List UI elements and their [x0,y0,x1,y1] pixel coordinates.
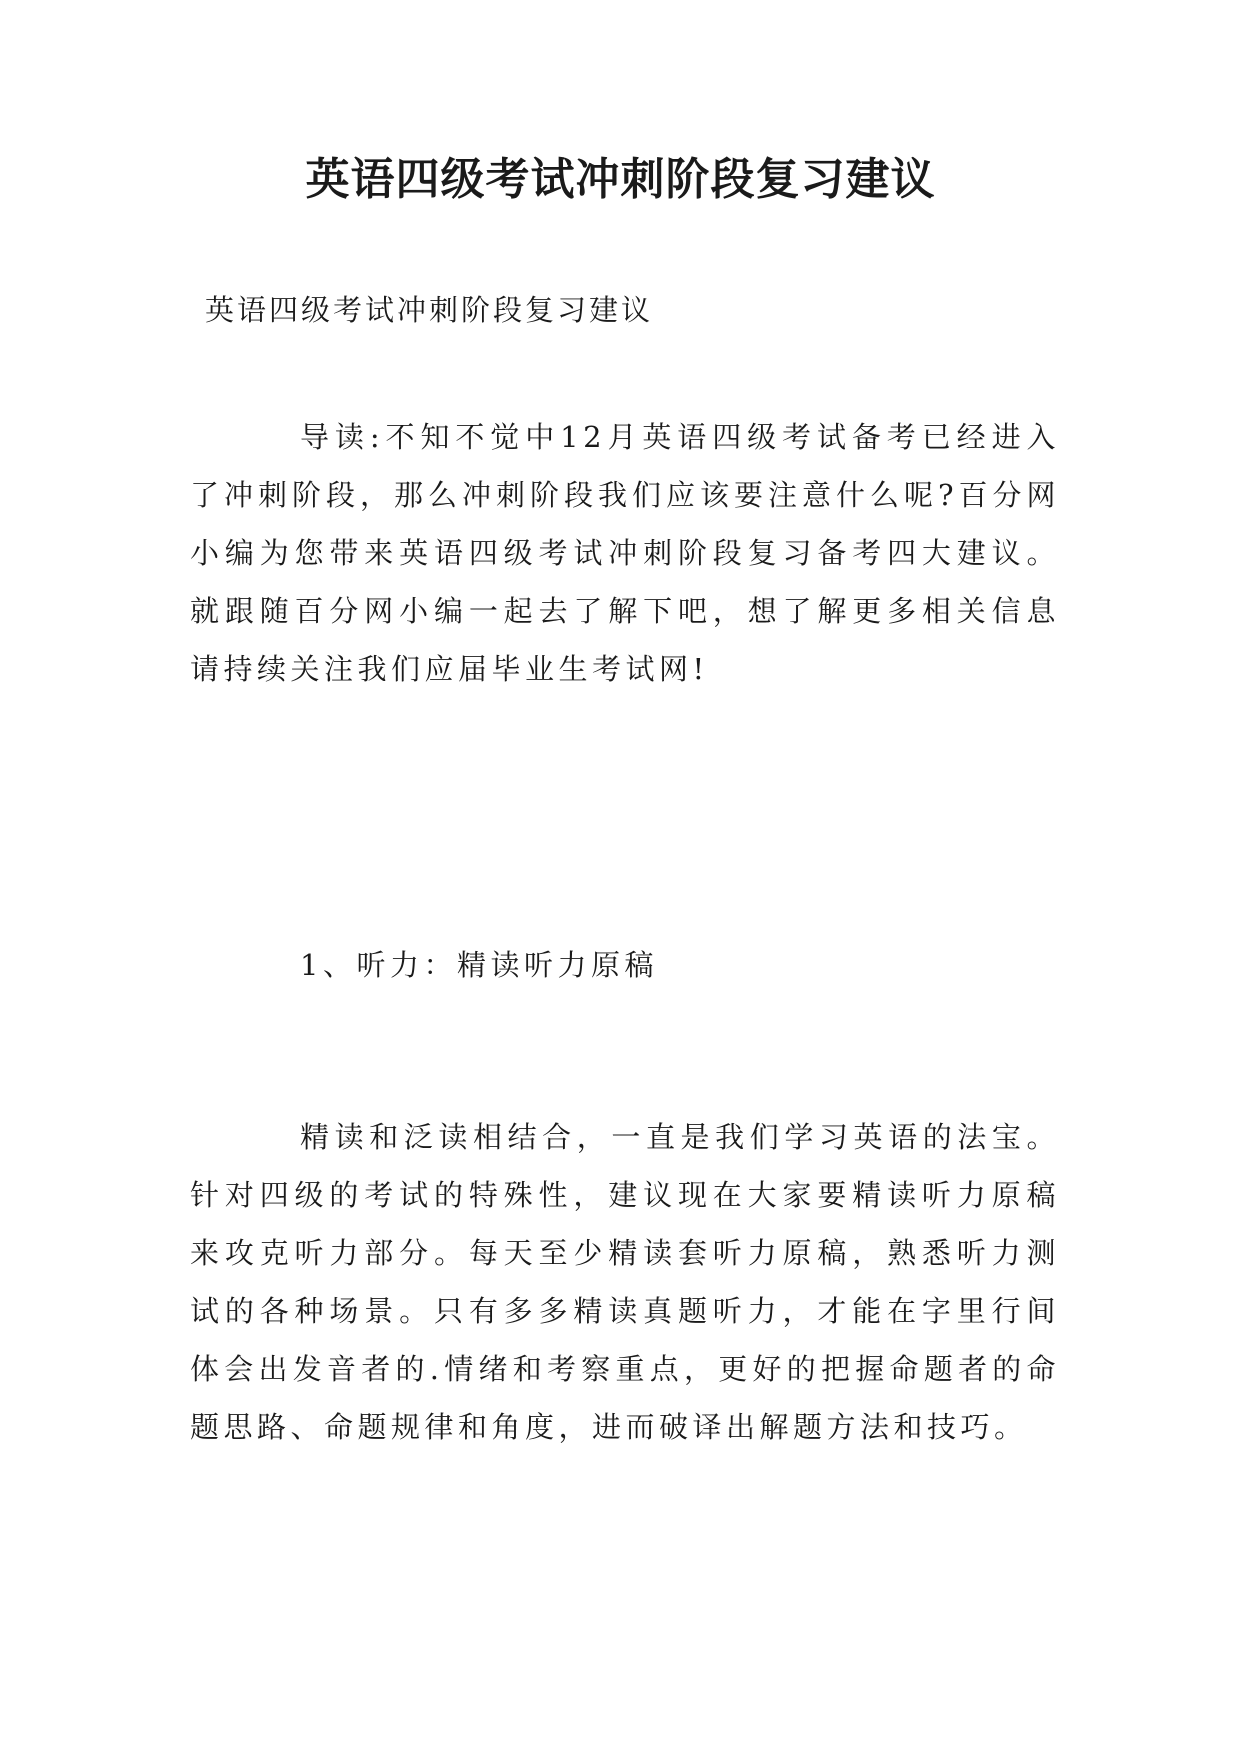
section-heading-listening: 1、听力：精读听力原稿 [300,948,658,982]
intro-paragraph: 导读:不知不觉中12月英语四级考试备考已经进入了冲刺阶段，那么冲刺阶段我们应该要注意什么呢?百分网小编为您带来英语四级考试冲刺阶段复习备考四大建议。就跟随百分网小编一起去了解下吧，想了解更多相关信息请持续关注我们应届毕业生考试网! [190,420,1060,686]
document-title: 英语四级考试冲刺阶段复习建议 [305,154,936,205]
document-subtitle: 英语四级考试冲刺阶段复习建议 [205,293,654,327]
section-body-listening: 精读和泛读相结合，一直是我们学习英语的法宝。针对四级的考试的特殊性，建议现在大家要精读听力原稿来攻克听力部分。每天至少精读套听力原稿，熟悉听力测试的各种场景。只有多多精读真题听力，才能在字里行间体会出发音者的.情绪和考察重点，更好的把握命题者的命题思路、命题规律和角度，进而破译出解题方法和技巧。 [190,1120,1060,1444]
